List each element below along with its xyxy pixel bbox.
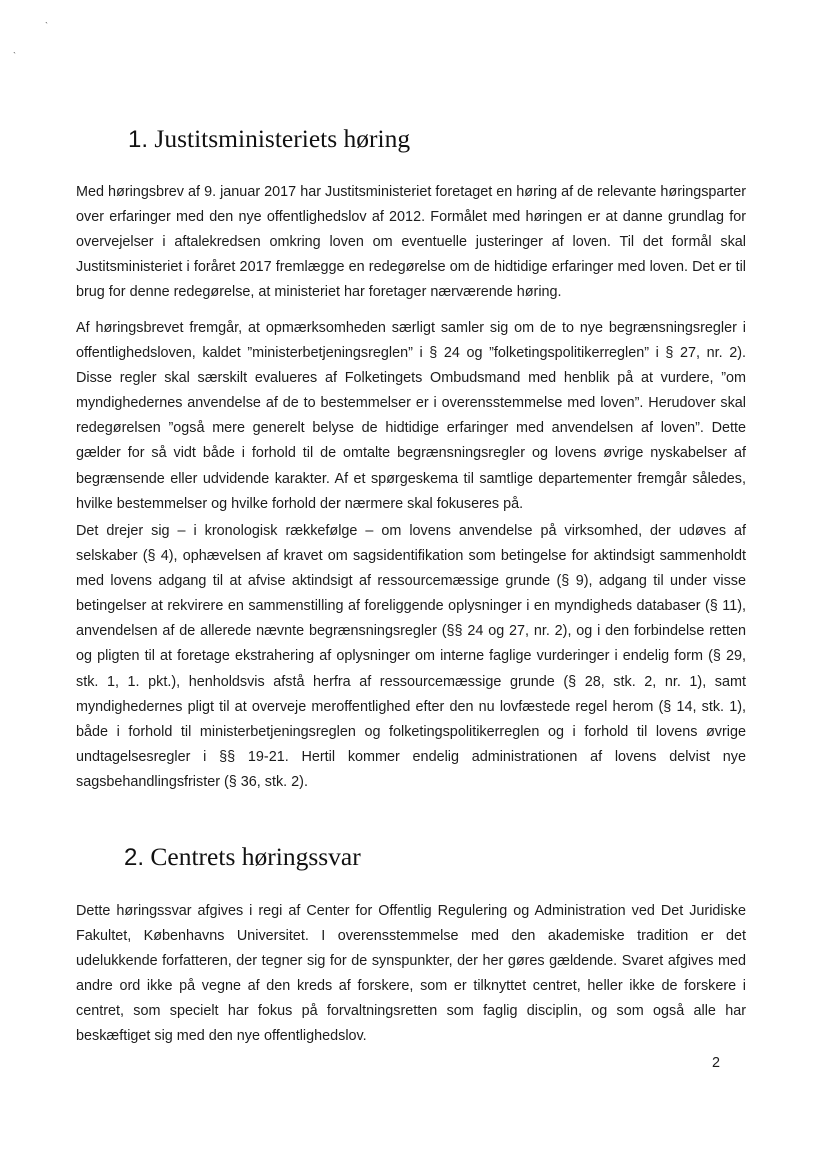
section-heading-1 xyxy=(128,124,410,155)
paragraph: Af høringsbrevet fremgår, at opmærksomheden særligt samler sig om de to nye begrænsningsregler i offentlighedsloven, kaldet ”ministerbetjeningsreglen” i § 24 og ”folketingspolitikerreglen” i § 27, nr. 2). Disse regler skal særskilt evalueres af Folketingets Ombudsmand med henblik på at vurdere, ”om myndighedernes anvendelse af de to bestemmelser er i overensstemmelse med loven”. Herudover skal redegørelsen ”også mere generelt belyse de hidtidige erfaringer med anvendelsen af loven”. Dette gælder for så vidt både i forhold til de omtalte begrænsningsregler og lovens øvrige nyskabelser af begrænsende eller udvidende karakter. Af et spørgeskema til samtlige departementer fremgår således, hvilke bestemmelser og hvilke forhold der nærmere skal fokuseres på. xyxy=(76,320,746,512)
section-number: 2. xyxy=(124,844,145,871)
section-heading-2 xyxy=(124,842,361,873)
section-number: 1. xyxy=(128,126,149,153)
section-title: Justitsministeriets høring xyxy=(154,124,411,153)
paragraph: Det drejer sig – i kronologisk rækkefølge – om lovens anvendelse på virksomhed, der udøves af selskaber (§ 4), ophævelsen af kravet om sagsidentifikation som betingelse for aktindsigt sammenholdt med lovens adgang til at afvise aktindsigt af ressourcemæssige grunde (§ 9), adgang til under visse betingelser at rekvirere en sammenstilling af foreliggende oplysninger i en myndigheds databaser (§ 11), anvendelsen af de allerede nævnte begrænsningsregler (§§ 24 og 27, nr. 2), og i den forbindelse retten og pligten til at foretage ekstrahering af oplysninger om interne faglige vurderinger i endelig form (§ 29, stk. 1, 1. pkt.), henholdsvis afstå herfra af ressourcemæssige grunde (§ 28, stk. 2, nr. 1), samt myndighedernes pligt til at overveje meroffentlighed efter den nu lovfæstede regel herom (§ 14, stk. 1), både i forhold til ministerbetjeningsreglen og folketingspolitikerreglen og i forhold til lovens øvrige undtagelsesregler i §§ 19-21. Hertil kommer endelig administrationen af lovens delvist nye sagsbehandlingsfrister (§ 36, stk. 2). xyxy=(76,523,746,790)
scan-speck: ` xyxy=(45,21,48,31)
page-number: 2 xyxy=(711,1055,720,1071)
paragraph: Dette høringssvar afgives i regi af Center for Offentlig Regulering og Administration ved Det Juridiske Fakultet, Københavns Universitet. I overensstemmelse med den akademiske tradition er det udelukkende forfatteren, der tegner sig for de synspunkter, der her gøres gældende. Svaret afgives med andre ord ikke på vegne af den kreds af forskere, som er tilknyttet centret, heller ikke de forskere i centret, som specielt har fokus på forvaltningsretten som faglig disciplin, og som også alle har beskæftiget sig med den nye offentlighedslov. xyxy=(76,903,746,1045)
paragraph: Med høringsbrev af 9. januar 2017 har Justitsministeriet foretaget en høring af de relevante høringsparter over erfaringer med den nye offentlighedslov af 2012. Formålet med høringen er at danne grundlag for overvejelser i aftalekredsen omkring loven om eventuelle justeringer af loven. Til det formål skal Justitsministeriet i foråret 2017 fremlægge en redegørelse om de hidtidige erfaringer med loven. Det er til brug for denne redegørelse, at ministeriet har foretager nærværende høring. xyxy=(76,184,746,301)
section-title: Centrets høringssvar xyxy=(150,842,361,871)
scan-speck: ` xyxy=(13,51,16,61)
